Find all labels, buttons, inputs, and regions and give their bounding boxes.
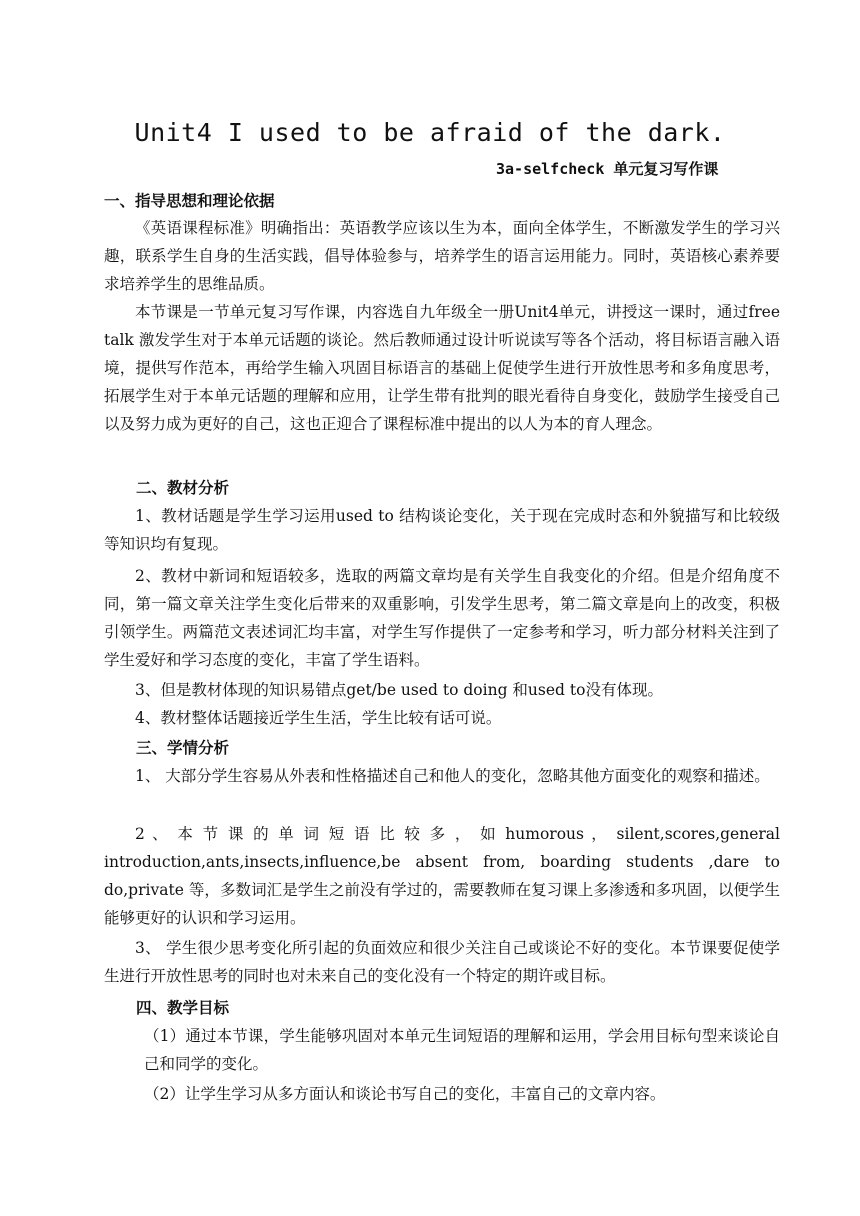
- paragraph: 《英语课程标准》明确指出：英语教学应该以生为本，面向全体学生，不断激发学生的学习兴趣，联系学生自身的生活实践，倡导体验参与，培养学生的语言运用能力。同时，英语核心素养要求培养学生的思维品质。: [104, 219, 780, 293]
- document-title: Unit4 I used to be afraid of the dark.: [134, 118, 726, 147]
- paragraph: 1、教材话题是学生学习运用used to 结构谈论变化，关于现在完成时态和外貌描写和比较级等知识均有复现。: [104, 507, 780, 553]
- paragraph: 1、 大部分学生容易从外表和性格描述自己和他人的变化，忽略其他方面变化的观察和描述。: [135, 767, 770, 785]
- paragraph: 本节课是一节单元复习写作课，内容选自九年级全一册Unit4单元，讲授这一课时，通过free talk 激发学生对于本单元话题的谈论。然后教师通过设计听说读写等各个活动，将目标语言融入语境，提供写作范本，再给学生输入巩固目标语言的基础上促使学生进行开放性思考和多角度思考，拓展学生对于本单元话题的理解和应用，让学生带有批判的眼光看待自身变化，鼓励学生接受自己以及努力成为更好的自己，这也正迎合了课程标准中提出的以人为本的育人理念。: [104, 303, 780, 433]
- section-heading-teaching-objectives: 四、教学目标: [136, 999, 230, 1017]
- objective-item: （2）让学生学习从多方面认和谈论书写自己的变化，丰富自己的文章内容。: [144, 1085, 666, 1103]
- section-heading-student-analysis: 三、学情分析: [136, 739, 230, 757]
- paragraph: 4、教材整体话题接近学生生活，学生比较有话可说。: [135, 709, 502, 727]
- document-subtitle: 3a-selfcheck 单元复习写作课: [496, 160, 719, 178]
- paragraph: 2 、 本 节 课 的 单 词 短 语 比 较 多 ， 如 humorous ， silent,scores,general introduction,ants,insects,influence,be absent from, boarding students ,dare to do,private 等，多数词汇是学生之前没有学过的，需要教师在复习课上多渗透和多巩固，以便学生能够更好的认识和学习运用。: [104, 825, 780, 927]
- section-heading-textbook-analysis: 二、教材分析: [136, 479, 230, 497]
- paragraph: 2、教材中新词和短语较多，选取的两篇文章均是有关学生自我变化的介绍。但是介绍角度不同，第一篇文章关注学生变化后带来的双重影响，引发学生思考，第二篇文章是向上的改变，积极引领学生。两篇范文表述词汇均丰富，对学生写作提供了一定参考和学习，听力部分材料关注到了学生爱好和学习态度的变化，丰富了学生语料。: [104, 567, 780, 669]
- paragraph: 3、但是教材体现的知识易错点get/be used to doing 和used to没有体现。: [135, 681, 663, 699]
- section-heading-guiding-thought: 一、指导思想和理论依据: [104, 192, 275, 210]
- paragraph: 3、 学生很少思考变化所引起的负面效应和很少关注自己或谈论不好的变化。本节课要促使学生进行开放性思考的同时也对未来自己的变化没有一个特定的期许或目标。: [104, 939, 780, 985]
- objective-item: （1）通过本节课，学生能够巩固对本单元生词短语的理解和运用，学会用目标句型来谈论自己和同学的变化。: [144, 1027, 780, 1073]
